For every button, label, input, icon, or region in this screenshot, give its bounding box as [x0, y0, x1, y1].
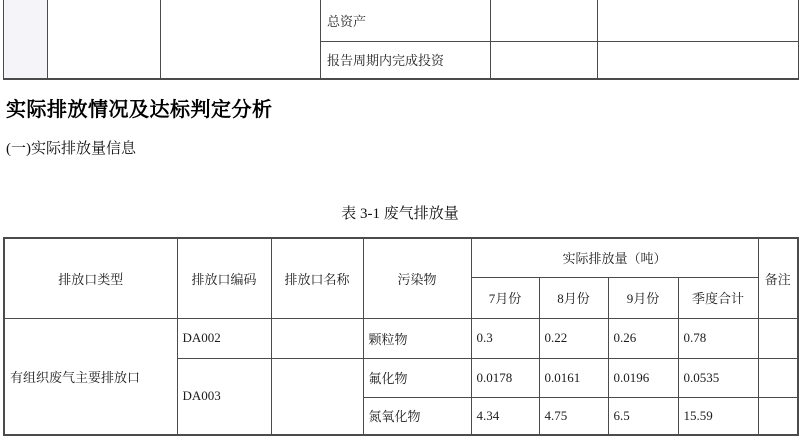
header-actual-amount: 实际排放量（吨） — [471, 238, 758, 277]
section-heading: 实际排放情况及达标判定分析 — [6, 99, 273, 121]
cell-total-assets-value — [491, 0, 598, 41]
cell-aug: 0.22 — [539, 318, 608, 358]
cell-total: 15.59 — [678, 397, 758, 435]
cell-remark — [758, 318, 798, 358]
assets-table-fragment — [3, 0, 799, 80]
cell-pollutant: 氟化物 — [363, 358, 471, 397]
section-subheading: (一)实际排放量信息 — [6, 141, 136, 157]
cell-total-assets-label: 总资产 — [321, 0, 491, 41]
cell-sep: 0.26 — [608, 318, 678, 358]
header-outlet-code: 排放口编码 — [177, 238, 271, 318]
emissions-table — [3, 237, 799, 436]
header-quarter-total: 季度合计 — [678, 277, 758, 318]
table-row — [4, 318, 798, 358]
cell-aug: 4.75 — [539, 397, 608, 435]
cell-sep: 6.5 — [608, 397, 678, 435]
cell-outlet-code: DA002 — [177, 318, 271, 358]
header-outlet-name: 排放口名称 — [271, 238, 363, 318]
header-month-aug: 8月份 — [539, 277, 608, 318]
cell-investment-value — [491, 41, 598, 79]
header-outlet-type: 排放口类型 — [4, 238, 177, 318]
header-month-jul: 7月份 — [471, 277, 539, 318]
cell-pollutant: 氮氧化物 — [363, 397, 471, 435]
cell-empty-1 — [48, 0, 161, 79]
cell-outlet-type: 有组织废气主要排放口 — [4, 318, 177, 435]
cell-jul: 4.34 — [471, 397, 539, 435]
cell-jul: 0.0178 — [471, 358, 539, 397]
table-caption: 表 3-1 废气排放量 — [341, 206, 459, 222]
cell-total: 0.0535 — [678, 358, 758, 397]
cell-investment-extra — [598, 41, 799, 79]
header-pollutant: 污染物 — [363, 238, 471, 318]
header-remark: 备注 — [758, 238, 798, 318]
cell-investment-label: 报告周期内完成投资 — [321, 41, 491, 79]
cell-total-assets-extra — [598, 0, 799, 41]
cell-remark — [758, 397, 798, 435]
cell-aug: 0.0161 — [539, 358, 608, 397]
cell-pollutant: 颗粒物 — [363, 318, 471, 358]
cell-outlet-name — [271, 358, 363, 435]
header-month-sep: 9月份 — [608, 277, 678, 318]
cell-left-strip — [4, 0, 48, 79]
cell-empty-2 — [161, 0, 321, 79]
cell-jul: 0.3 — [471, 318, 539, 358]
cell-sep: 0.0196 — [608, 358, 678, 397]
cell-outlet-code: DA003 — [177, 358, 271, 435]
cell-outlet-name — [271, 318, 363, 358]
cell-total: 0.78 — [678, 318, 758, 358]
cell-remark — [758, 358, 798, 397]
